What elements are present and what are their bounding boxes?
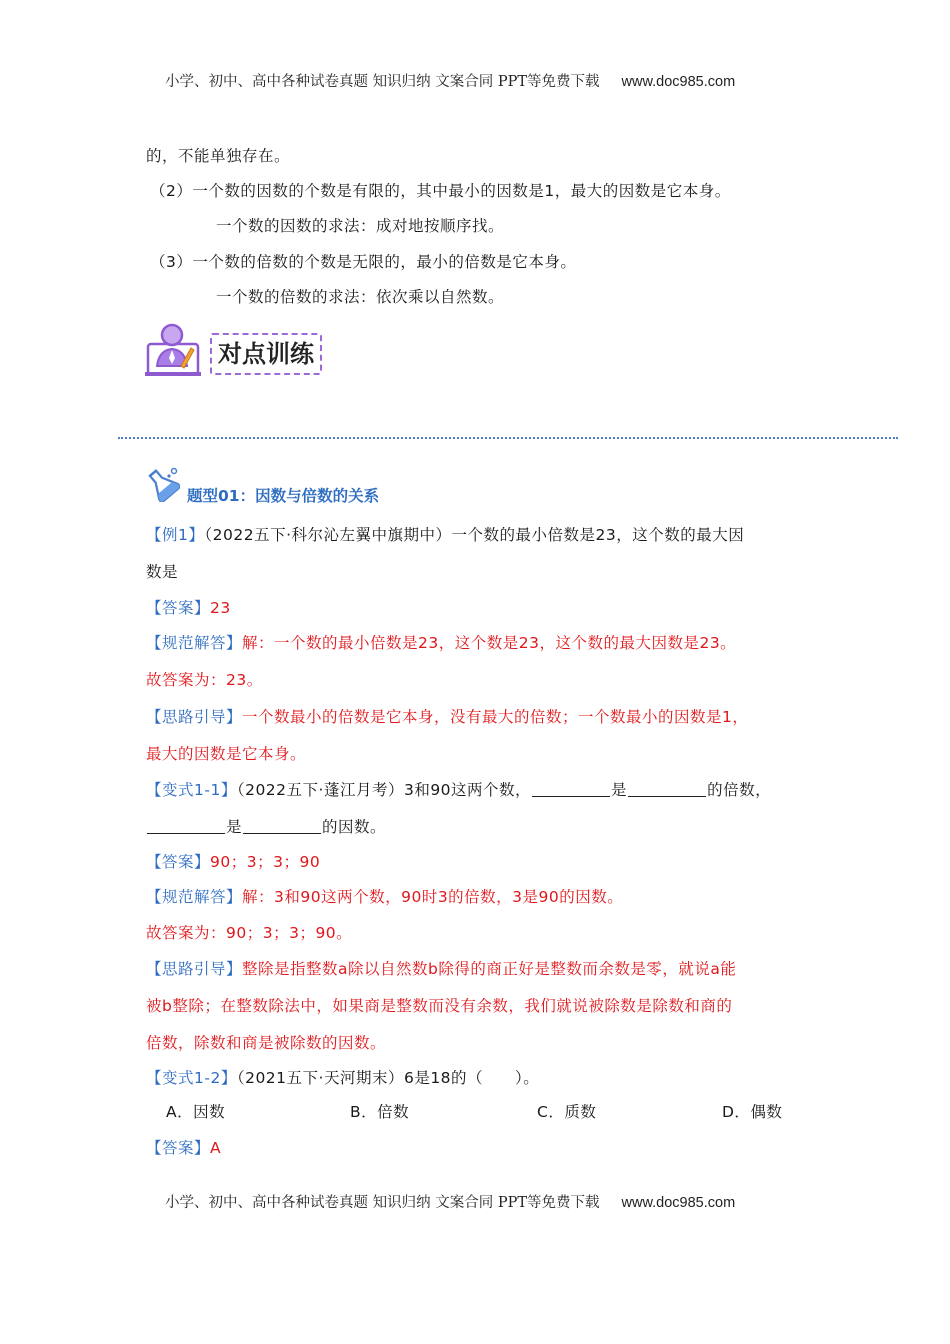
option-a[interactable]: A．因数 bbox=[166, 1103, 226, 1121]
example1-answer: 23 bbox=[210, 599, 231, 617]
variant1-1-hint-line1 bbox=[146, 958, 736, 980]
flask-icon bbox=[144, 466, 180, 502]
variant1-1-question-b2: 的因数。 bbox=[322, 818, 387, 836]
topic-title: 题型01：因数与倍数的关系 bbox=[187, 487, 380, 505]
page-footer bbox=[165, 1191, 735, 1212]
variant1-1-hint-tag: 【思路引导】 bbox=[146, 960, 243, 978]
variant1-1-solution-line bbox=[146, 886, 623, 908]
intro-line-1: 的，不能单独存在。 bbox=[146, 147, 291, 165]
variant1-1-solution: 解：3和90这两个数，90时3的倍数，3是90的因数。 bbox=[242, 888, 624, 906]
example1-solution-line bbox=[146, 632, 736, 654]
example1-question-a: （2022五下·科尔沁左翼中旗期中）一个数的最小倍数是23，这个数的最大因 bbox=[204, 526, 745, 544]
variant1-1-question-a2: 是 bbox=[611, 781, 628, 799]
example1-hint-tag: 【思路引导】 bbox=[146, 708, 243, 726]
variant1-1-question-a3: 的倍数， bbox=[707, 781, 772, 799]
answer-blank[interactable] bbox=[628, 780, 706, 797]
variant1-2-answer: A bbox=[210, 1139, 222, 1157]
header-site[interactable]: www.doc985.com bbox=[621, 74, 736, 90]
intro-line-2: （2）一个数的因数的个数是有限的，其中最小的因数是1，最大的因数是它本身。 bbox=[150, 182, 731, 200]
intro-line-3: 一个数的因数的求法：成对地按顺序找。 bbox=[216, 217, 505, 235]
variant1-1-question-b1: 是 bbox=[226, 818, 243, 836]
variant1-1-conclusion: 故答案为：90；3；3；90。 bbox=[146, 924, 353, 942]
variant1-2-question: （2021五下·天河期末）6是18的（ ）。 bbox=[236, 1069, 540, 1087]
section-badge: 对点训练 bbox=[210, 333, 322, 375]
example1-hint-line1 bbox=[146, 706, 748, 728]
example1-conclusion: 故答案为：23。 bbox=[146, 671, 263, 689]
variant1-1-question-line2 bbox=[146, 816, 386, 838]
example1-solution: 解：一个数的最小倍数是23，这个数是23，这个数的最大因数是23。 bbox=[242, 634, 737, 652]
variant1-1-answer-tag: 【答案】 bbox=[146, 853, 211, 871]
answer-blank[interactable] bbox=[147, 817, 225, 834]
option-c[interactable]: C．质数 bbox=[537, 1103, 597, 1121]
example1-answer-line bbox=[146, 597, 231, 619]
example1-hint-a: 一个数最小的倍数是它本身，没有最大的倍数；一个数最小的因数是1， bbox=[242, 708, 749, 726]
footer-text: 小学、初中、高中各种试卷真题 知识归纳 文案合同 PPT等免费下载 bbox=[165, 1195, 600, 1211]
variant1-2-tag: 【变式1-2】 bbox=[146, 1069, 237, 1087]
option-b[interactable]: B．倍数 bbox=[350, 1103, 410, 1121]
option-d[interactable]: D．偶数 bbox=[722, 1103, 783, 1121]
intro-line-4: （3）一个数的倍数的个数是无限的，最小的倍数是它本身。 bbox=[150, 253, 577, 271]
variant1-2-answer-tag: 【答案】 bbox=[146, 1139, 211, 1157]
page-header bbox=[165, 70, 735, 91]
variant1-2-answer-line bbox=[146, 1137, 221, 1159]
example1-solution-tag: 【规范解答】 bbox=[146, 634, 243, 652]
variant1-1-hint-a: 整除是指整数a除以自然数b除得的商正好是整数而余数是零，就说a能 bbox=[242, 960, 737, 978]
variant1-2-question-line bbox=[146, 1067, 539, 1089]
example1-question-b: 数是 bbox=[146, 563, 179, 581]
variant1-1-hint-c: 倍数，除数和商是被除数的因数。 bbox=[146, 1034, 387, 1052]
variant1-1-hint-b: 被b整除；在整数除法中，如果商是整数而没有余数，我们就说被除数是除数和商的 bbox=[146, 997, 733, 1015]
answer-blank[interactable] bbox=[243, 817, 321, 834]
example1-tag: 【例1】 bbox=[146, 526, 205, 544]
header-text: 小学、初中、高中各种试卷真题 知识归纳 文案合同 PPT等免费下载 bbox=[165, 74, 600, 90]
section-divider bbox=[118, 437, 898, 439]
example1-hint-b: 最大的因数是它本身。 bbox=[146, 745, 307, 763]
variant1-1-answer-line bbox=[146, 851, 320, 873]
variant1-1-question-a1: （2022五下·蓬江月考）3和90这两个数， bbox=[236, 781, 532, 799]
answer-blank[interactable] bbox=[532, 780, 610, 797]
teacher-icon bbox=[145, 322, 201, 378]
intro-line-5: 一个数的倍数的求法：依次乘以自然数。 bbox=[216, 288, 505, 306]
variant1-1-answer: 90；3；3；90 bbox=[210, 853, 321, 871]
footer-site[interactable]: www.doc985.com bbox=[621, 1195, 736, 1211]
example1-answer-tag: 【答案】 bbox=[146, 599, 211, 617]
variant1-1-question-line1 bbox=[146, 779, 771, 801]
variant1-1-solution-tag: 【规范解答】 bbox=[146, 888, 243, 906]
variant1-1-tag: 【变式1-1】 bbox=[146, 781, 237, 799]
example1-question-line1 bbox=[146, 524, 744, 546]
